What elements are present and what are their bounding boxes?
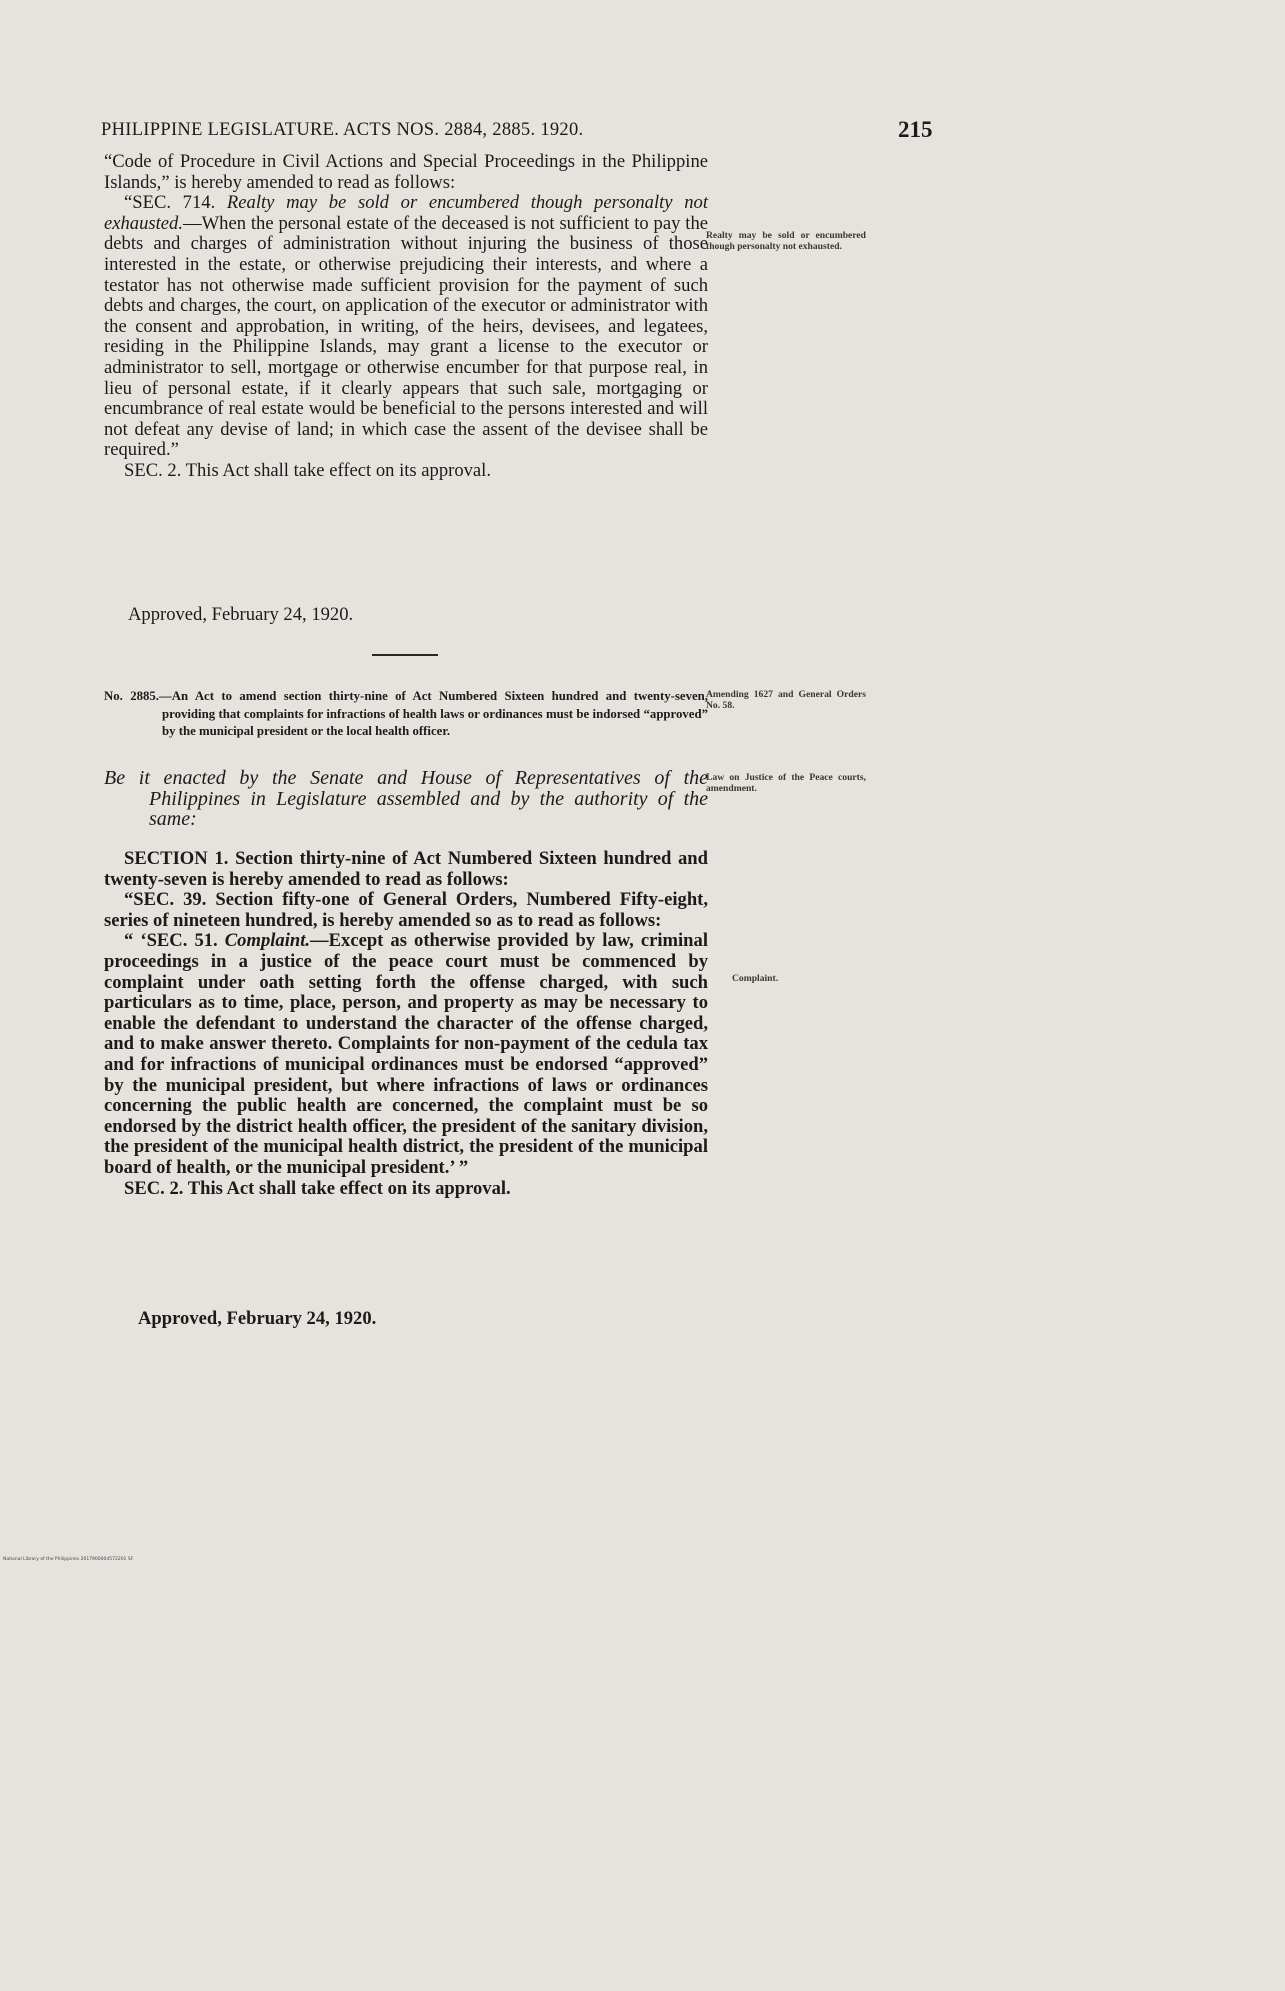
section-714-text: —When the personal estate of the deceased is not sufficient to pay the debts and charges of administration without injuring the business of those interested in the estate, or otherwise prejudicing their interests, and where a testator has not otherwise made sufficient provision for the payment of such debts and charges, the court, on application of the executor or administrator with the consent and approbation, in writing, of the heirs, devisees, and legatees, residing in the Philippine Islands, may grant a license to the executor or administrator to sell, mortgage or otherwise encumber for that purpose real, in lieu of personal estate, if it clearly appears that such sale, mortgaging or encumbrance of real estate would be beneficial to the persons interested and will not defeat any devise of land; in which case the assent of the devisee shall be required.” — [104, 212, 708, 461]
act-2884-text — [104, 152, 708, 482]
section-51-label: “ ‘SEC. 51. — [124, 930, 218, 952]
section-2: SEC. 2. This Act shall take effect on its approval. — [124, 459, 491, 481]
enacting-clause-text: Be it enacted by the Senate and House of Representatives of the Philippines in Legislature assembled and by the authority of the same: — [104, 767, 708, 831]
section-divider — [372, 654, 438, 656]
intro-paragraph: “Code of Procedure in Civil Actions and Special Proceedings in the Philippine Islands,” is hereby amended to read as follows: — [104, 151, 708, 193]
act-2885-text — [104, 849, 708, 1199]
section-51-text: —Except as otherwise provided by law, criminal proceedings in a justice of the peace court must be commenced by complaint under oath setting forth the offense charged, with such particulars as to time, place, person, and property as may be necessary to enable the defendant to understand the character of the offense charged, and to make answer thereto. Complaints for non-payment of the cedula tax and for infractions of municipal ordinances must be endorsed “approved” by the municipal president, but where infractions of laws or ordinances concerning the public health are concerned, the complaint must be so endorsed by the district health officer, the president of the sanitary division, the president of the municipal health district, the president of the municipal board of health, or the municipal president.’ ” — [104, 930, 708, 1178]
section-2-2885: SEC. 2. This Act shall take effect on its approval. — [124, 1177, 511, 1199]
margin-note-law-on-justice: Law on Justice of the Peace courts, amendment. — [706, 772, 866, 794]
section-714 — [104, 193, 708, 461]
section-714-title: Realty may be sold or encumbered though personalty not exhausted. — [104, 192, 708, 234]
section-39: “SEC. 39. Section fifty-one of General Orders, Numbered Fifty-eight, series of nineteen hundred, is hereby amended so as to read as follows: — [104, 889, 708, 931]
running-head: PHILIPPINE LEGISLATURE. ACTS NOS. 2884, 2885. 1920. — [101, 120, 584, 140]
library-credit: National Library of the Philippines 2017900004572201 SF — [3, 1557, 134, 1562]
margin-note-realty: Realty may be sold or encumbered though personalty not exhausted. — [706, 230, 866, 252]
section-1: SECTION 1. Section thirty-nine of Act Numbered Sixteen hundred and twenty-seven is hereby amended to read as follows: — [104, 848, 708, 890]
margin-note-amending: Amending 1627 and General Orders No. 58. — [706, 689, 866, 711]
approved-line-2885: Approved, February 24, 1920. — [138, 1308, 377, 1329]
page-number: 215 — [898, 117, 933, 142]
section-714-label: “SEC. 714. — [124, 192, 216, 214]
approved-line-2884: Approved, February 24, 1920. — [128, 604, 354, 625]
section-51-title: Complaint. — [224, 930, 311, 952]
enacting-clause — [104, 768, 708, 830]
section-51 — [104, 931, 708, 1178]
margin-note-complaint: Complaint. — [732, 973, 779, 984]
act-2885-title-text: No. 2885.—An Act to amend section thirty-nine of Act Numbered Sixteen hundred and twenty-seven, providing that complaints for infractions of health laws or ordinances must be indorsed “approved” by the municipal president or the local health officer. — [104, 689, 708, 738]
act-2885-title — [104, 688, 708, 741]
